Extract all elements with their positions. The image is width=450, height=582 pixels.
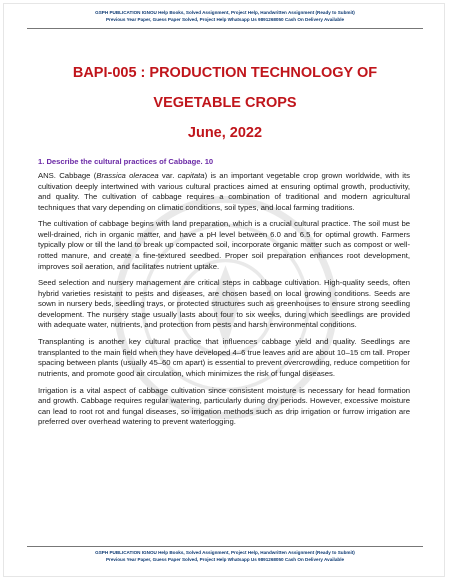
answer-paragraph: Irrigation is a vital aspect of cabbage cultivation since consistent moisture is necessary for head formation and growth. Cabbage requires regular watering, particularly during dry periods. However, excessive moisture can lead to root rot and fungal diseases, so irrigation methods such as drip irrigation or furrow irrigation are preferred over overhead watering to prevent waterlogging. (38, 385, 410, 427)
scientific-name-variety: capitata (177, 171, 205, 180)
header-banner (40, 9, 410, 23)
header-line-1: GSPH PUBLICATION IGNOU Help Books, Solved Assignment, Project Help, Handwritten Assignment (Ready to Submit) (95, 10, 355, 15)
answer-paragraph (38, 171, 410, 213)
footer-divider (27, 546, 423, 547)
answer-prefix: ANS. Cabbage ( (38, 171, 97, 180)
header-line-2: Previous Year Paper, Guess Paper Solved, Project Help Whatsapp Us 9891268050 Cash On Delivery Available (105, 17, 345, 22)
header-divider (27, 28, 423, 29)
answer-paragraph-rest: ) is an important vegetable crop grown worldwide, with its cultivation deeply intertwined with various cultural practices aimed at ensuring optimal growth, productivity, and quality. The cultivation of cabbage requires a combination of traditional and modern agricultural techniques that vary depending on climatic conditions, soil types, and local farming traditions. (38, 171, 410, 212)
answer-paragraph: Transplanting is another key cultural practice that influences cabbage yield and quality. Seedlings are transplanted to the main field when they have developed 4–6 true leaves and are about 10–15 cm tall. Proper spacing between plants (usually 45–60 cm apart) is essential to prevent overcrowding, reduce competition for nutrients, and promote good air circulation, which minimizes the risk of fungal diseases. (38, 337, 410, 378)
answer-body (38, 171, 410, 434)
title-block (0, 58, 450, 148)
footer-line-2: Previous Year Paper, Guess Paper Solved, Project Help Whatsapp Us 9891268050 Cash On Delivery Available (105, 557, 345, 562)
paper-title: BAPI-005 : PRODUCTION TECHNOLOGY OF (72, 65, 378, 81)
scientific-name-genus: Brassica oleracea (96, 171, 159, 180)
answer-var: var. (158, 171, 178, 180)
footer-banner (40, 549, 410, 563)
paper-subject: VEGETABLE CROPS (153, 95, 297, 111)
question-heading: 1. Describe the cultural practices of Cabbage. 10 (38, 157, 214, 166)
answer-paragraph: Seed selection and nursery management are critical steps in cabbage cultivation. High-quality seeds, often hybrid varieties resistant to pests and diseases, are chosen based on local growing conditions. Seeds are sown in nursery beds, seedling trays, or protected structures such as greenhouses to ensure strong seedling development. The nursery stage usually lasts about four to six weeks, during which seedlings are provided with adequate water, nutrients, and protection from pests and harsh environmental conditions. (38, 278, 410, 330)
footer-line-1: GSPH PUBLICATION IGNOU Help Books, Solved Assignment, Project Help, Handwritten Assignment (Ready to Submit) (95, 550, 355, 555)
paper-date: June, 2022 (187, 125, 263, 141)
answer-paragraph: The cultivation of cabbage begins with land preparation, which is a crucial cultural practice. The soil must be well-drained, rich in organic matter, and have a pH level between 6.0 and 6.5 for optimal growth. Farmers typically plow or till the land to break up compacted soil, incorporate organic matter such as compost or well-rotted manure, and create a fine-textured seedbed. Proper soil preparation enhances root development, improves soil aeration, and facilitates nutrient uptake. (38, 219, 410, 271)
